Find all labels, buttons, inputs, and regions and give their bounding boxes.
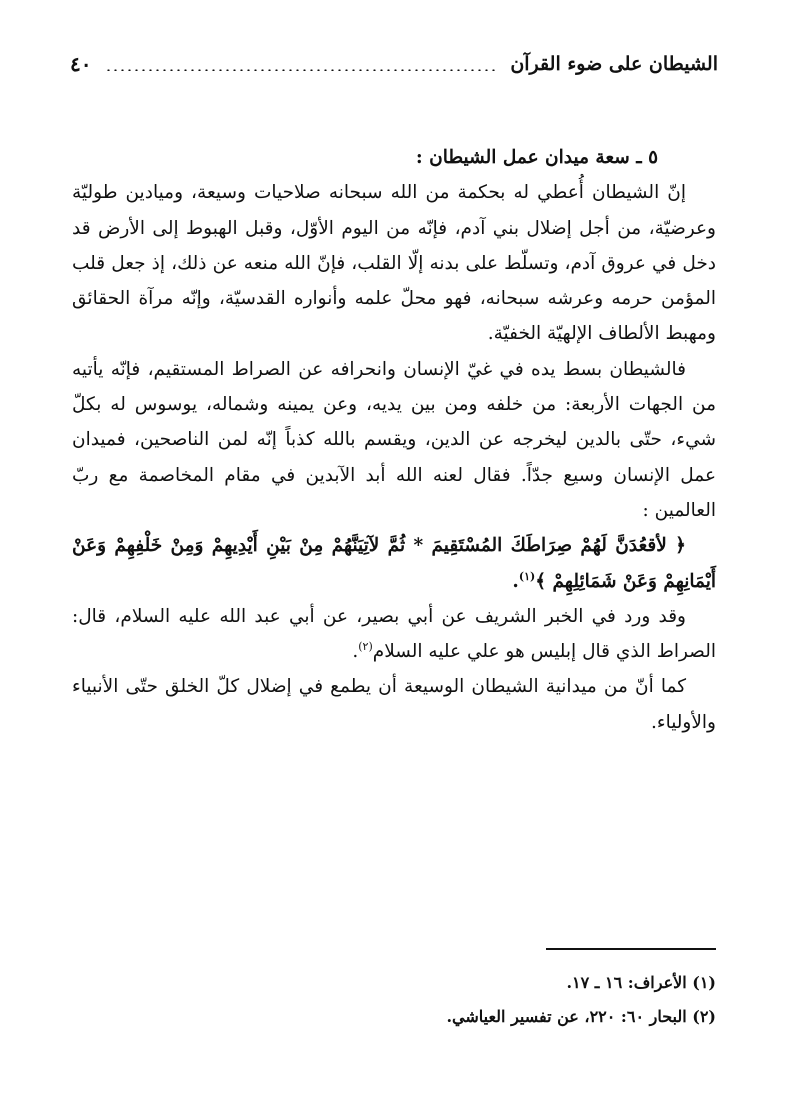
footnote-ref: (٢) (358, 640, 373, 653)
footnote-ref: (١) (518, 569, 536, 583)
quran-text: ﴿ لأقعُدَنَّ لَهُمْ صِرَاطَكَ المُسْتَقِيمَ * ثُمَّ لآتِيَنَّهُمْ مِنْ بَيْنِ أَيْدِيهِمْ وَمِنْ خَلْفِهِمْ وَعَنْ أَيْمَانِهِمْ وَعَنْ شَمَائِلِهِمْ ﴾ (72, 535, 716, 592)
running-header (70, 44, 718, 84)
paragraph: فالشيطان بسط يده في غيّ الإنسان وانحرافه عن الصراط المستقيم، فإنّه يأتيه من الجهات الأربعة: من خلفه ومن بين يديه، وعن يمينه وشماله، يوسوس له بكلّ شيء، حتّى بالدين ليخرجه عن الدين، ويقسم بالله كذباً إنّه لمن الناصحين، فميدان عمل الإنسان وسيع جدّاً. فقال لعنه الله أبد الآبدين في مقام المخاصمة مع ربّ العالمين : (72, 358, 716, 521)
hadith-paragraph (72, 599, 716, 670)
footnote-separator (546, 948, 716, 950)
closing-paragraph: كما أنّ من ميدانية الشيطان الوسيعة أن يطمع في إضلال كلّ الخلق حتّى الأنبياء والأولياء. (72, 676, 716, 733)
main-text (72, 140, 716, 740)
quran-end: . (512, 570, 519, 592)
footnote: (١) الأعراف: ١٦ ـ ١٧. (566, 973, 716, 992)
page-number: ٤٠ (70, 52, 92, 76)
section-heading: ٥ ـ سعة ميدان عمل الشيطان : (415, 147, 658, 168)
book-title: الشيطان على ضوء القرآن (510, 53, 718, 75)
footnotes (72, 966, 716, 1034)
paragraph: إنّ الشيطان أُعطي له بحكمة من الله سبحانه صلاحيات وسيعة، وميادين طوليّة وعرضيّة، من أجل إضلال بني آدم، فإنّه من اليوم الأوّل، وقبل الهبوط إلى الأرض قد دخل في عروق آدم، وتسلّط على بدنه إلّا القلب، فإنّ الله منعه عن ذلك، إذ جعل قلب المؤمن حرمه وعرشه سبحانه، فهو محلّ علمه وأنواره القدسيّة، وإنّه مرآة الحقائق ومهبط الألطاف الإلهيّة الخفيّة. (72, 182, 716, 345)
quran-verse (72, 528, 716, 599)
hadith-text: وقد ورد في الخبر الشريف عن أبي بصير، عن أبي عبد الله عليه السلام، قال: الصراط الذي قال إبليس هو علي عليه السلام (72, 605, 716, 663)
hadith-end: . (352, 641, 359, 663)
footnote: (٢) البحار ٦٠: ٢٢٠، عن تفسير العياشي. (446, 1007, 716, 1026)
leader-dots (105, 69, 496, 71)
